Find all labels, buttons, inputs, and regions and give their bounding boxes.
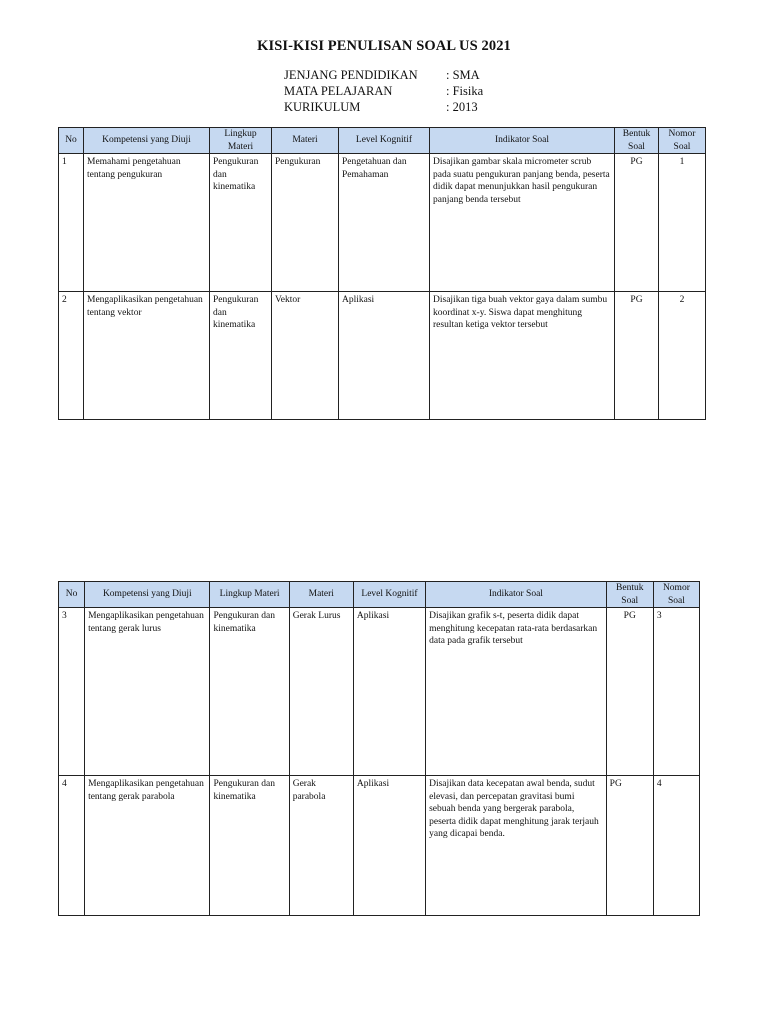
cell-level-kognitif: Pengetahuan dan Pemahaman <box>339 154 430 292</box>
cell-materi: Gerak parabola <box>289 776 353 916</box>
meta-value: : Fisika <box>446 84 484 98</box>
cell-lingkup-materi: Pengukuran dan kinematika <box>210 776 289 916</box>
cell-bentuk-soal: PG <box>606 608 653 776</box>
meta-value: : 2013 <box>446 100 478 114</box>
cell-level-kognitif: Aplikasi <box>353 608 425 776</box>
header-bentuk-soal: Bentuk Soal <box>606 582 653 608</box>
cell-indikator-soal: Disajikan data kecepatan awal benda, sudut elevasi, dan percepatan gravitasi bumi sebuah benda yang bergerak parabola, peserta didik dapat menghitung jarak terjauh yang dicapai benda. <box>426 776 607 916</box>
table-header-row <box>59 128 706 154</box>
meta-row-mapel <box>284 83 483 99</box>
cell-no: 3 <box>59 608 85 776</box>
header-materi: Materi <box>272 128 339 154</box>
meta-row-jenjang <box>284 67 483 83</box>
meta-key: MATA PELAJARAN <box>284 84 393 98</box>
table-header-row <box>59 582 700 608</box>
cell-no: 2 <box>59 292 84 420</box>
table-row <box>59 776 700 916</box>
cell-level-kognitif: Aplikasi <box>339 292 430 420</box>
cell-kompetensi: Mengaplikasikan pengetahuan tentang vektor <box>84 292 210 420</box>
header-indikator-soal: Indikator Soal <box>426 582 607 608</box>
kisi-kisi-table-2 <box>58 581 700 916</box>
document-meta <box>284 67 483 115</box>
cell-materi: Vektor <box>272 292 339 420</box>
cell-bentuk-soal: PG <box>615 154 659 292</box>
cell-lingkup-materi: Pengukuran dan kinematika <box>210 154 272 292</box>
table-row <box>59 292 706 420</box>
header-kompetensi: Kompetensi yang Diuji <box>84 128 210 154</box>
cell-nomor-soal: 2 <box>659 292 706 420</box>
header-materi: Materi <box>289 582 353 608</box>
meta-key: KURIKULUM <box>284 100 361 114</box>
header-nomor-soal: Nomor Soal <box>653 582 699 608</box>
cell-materi: Pengukuran <box>272 154 339 292</box>
cell-indikator-soal: Disajikan gambar skala micrometer scrub pada suatu pengukuran panjang benda, peserta didik dapat menunjukkan hasil pengukuran panjang benda tersebut <box>430 154 615 292</box>
meta-key: JENJANG PENDIDIKAN <box>284 68 418 82</box>
cell-no: 4 <box>59 776 85 916</box>
header-lingkup-materi: Lingkup Materi <box>210 128 272 154</box>
cell-lingkup-materi: Pengukuran dan kinematika <box>210 608 289 776</box>
cell-indikator-soal: Disajikan grafik s-t, peserta didik dapat menghitung kecepatan rata-rata berdasarkan data pada grafik tersebut <box>426 608 607 776</box>
table-row <box>59 154 706 292</box>
header-level-kognitif: Level Kognitif <box>339 128 430 154</box>
cell-nomor-soal: 1 <box>659 154 706 292</box>
cell-nomor-soal: 3 <box>653 608 699 776</box>
cell-kompetensi: Mengaplikasikan pengetahuan tentang gerak lurus <box>85 608 210 776</box>
meta-value: : SMA <box>446 68 480 82</box>
cell-nomor-soal: 4 <box>653 776 699 916</box>
header-bentuk-soal: Bentuk Soal <box>615 128 659 154</box>
cell-no: 1 <box>59 154 84 292</box>
header-no: No <box>59 582 85 608</box>
header-lingkup-materi: Lingkup Materi <box>210 582 289 608</box>
header-kompetensi: Kompetensi yang Diuji <box>85 582 210 608</box>
header-level-kognitif: Level Kognitif <box>353 582 425 608</box>
cell-level-kognitif: Aplikasi <box>353 776 425 916</box>
cell-kompetensi: Mengaplikasikan pengetahuan tentang gerak parabola <box>85 776 210 916</box>
header-nomor-soal: Nomor Soal <box>659 128 706 154</box>
table-row <box>59 608 700 776</box>
header-no: No <box>59 128 84 154</box>
kisi-kisi-table-1 <box>58 127 706 420</box>
header-indikator-soal: Indikator Soal <box>430 128 615 154</box>
cell-materi: Gerak Lurus <box>289 608 353 776</box>
cell-bentuk-soal: PG <box>606 776 653 916</box>
document-title: KISI-KISI PENULISAN SOAL US 2021 <box>257 38 511 54</box>
cell-kompetensi: Memahami pengetahuan tentang pengukuran <box>84 154 210 292</box>
cell-bentuk-soal: PG <box>615 292 659 420</box>
cell-indikator-soal: Disajikan tiga buah vektor gaya dalam sumbu koordinat x-y. Siswa dapat menghitung resultan ketiga vektor tersebut <box>430 292 615 420</box>
meta-row-kurikulum <box>284 99 483 115</box>
cell-lingkup-materi: Pengukuran dan kinematika <box>210 292 272 420</box>
